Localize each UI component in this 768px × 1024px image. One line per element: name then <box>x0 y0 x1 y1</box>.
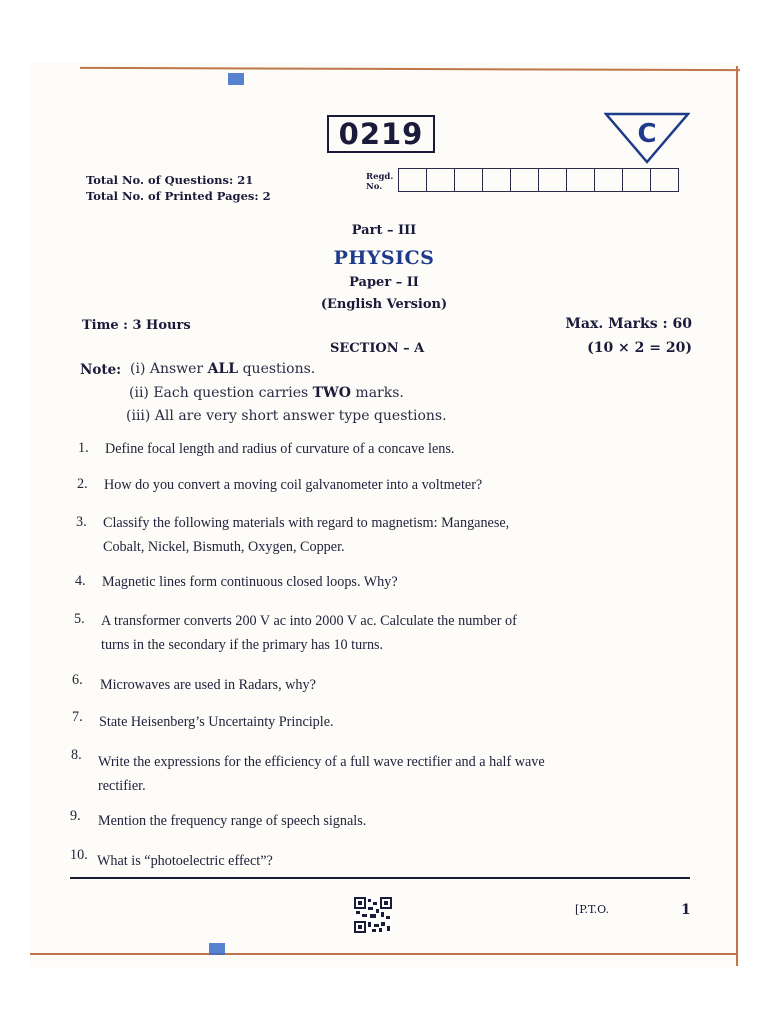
note-item-3: (iii) All are very short answer type questions. <box>126 408 447 424</box>
question-number: 8. <box>71 747 82 763</box>
question-text: What is “photoelectric effect”? <box>97 853 273 869</box>
paper-edge-right <box>736 66 738 966</box>
paper-edge-bottom <box>30 953 736 955</box>
question-number: 3. <box>76 514 87 530</box>
set-triangle-icon <box>604 112 690 164</box>
question-text: Microwaves are used in Radars, why? <box>100 677 316 693</box>
regd-label: Regd. No. <box>366 172 394 192</box>
pto-label: [P.T.O. <box>575 903 610 916</box>
paper-code: 0219 <box>327 115 435 153</box>
question-number: 1. <box>78 440 89 456</box>
paper-meta <box>86 172 271 204</box>
max-marks: Max. Marks : 60 <box>565 316 692 332</box>
qr-code-icon[interactable] <box>354 897 392 933</box>
registration-mark-top <box>228 73 244 85</box>
question-number: 10. <box>70 847 88 863</box>
note-item-2: (ii) Each question carries TWO marks. <box>129 385 404 401</box>
section-heading: SECTION – A <box>330 341 425 356</box>
question-text: Mention the frequency range of speech signals. <box>98 813 367 829</box>
total-pages: Total No. of Printed Pages: 2 <box>86 189 271 203</box>
question-number: 4. <box>75 573 86 589</box>
question-text: How do you convert a moving coil galvanometer into a voltmeter? <box>104 477 483 493</box>
question-number: 7. <box>72 709 83 725</box>
registration-mark-bottom <box>209 943 225 955</box>
question-number: 9. <box>70 808 81 824</box>
footer-rule <box>70 877 690 879</box>
time-limit: Time : 3 Hours <box>82 318 191 333</box>
version-label: (English Version) <box>320 297 448 312</box>
note-item-1: (i) Answer ALL questions. <box>130 361 316 377</box>
note-label: Note: <box>80 362 122 378</box>
paper-number: Paper – II <box>349 275 419 290</box>
set-letter: C <box>637 119 657 149</box>
question-number: 2. <box>77 476 88 492</box>
regd-number-boxes[interactable] <box>399 168 679 192</box>
question-text: State Heisenberg’s Uncertainty Principle. <box>99 714 334 730</box>
question-text: Classify the following materials with regard to magnetism: Manganese, Cobalt, Nickel, Bismuth, Oxygen, Copper. <box>103 515 510 555</box>
subject-title: PHYSICS <box>333 247 435 269</box>
question-text: Magnetic lines form continuous closed loops. Why? <box>102 574 398 590</box>
question-text: A transformer converts 200 V ac into 2000 V ac. Calculate the number of turns in the secondary if the primary has 10 turns. <box>101 613 517 653</box>
part-heading: Part – III <box>351 223 417 238</box>
question-text: Define focal length and radius of curvature of a concave lens. <box>105 441 455 457</box>
question-text: Write the expressions for the efficiency of a full wave rectifier and a half wave rectifier. <box>98 754 545 794</box>
section-marks: (10 × 2 = 20) <box>587 340 692 356</box>
question-number: 5. <box>74 611 85 627</box>
page-number: 1 <box>681 902 691 918</box>
total-questions: Total No. of Questions: 21 <box>86 173 254 187</box>
question-number: 6. <box>72 672 83 688</box>
